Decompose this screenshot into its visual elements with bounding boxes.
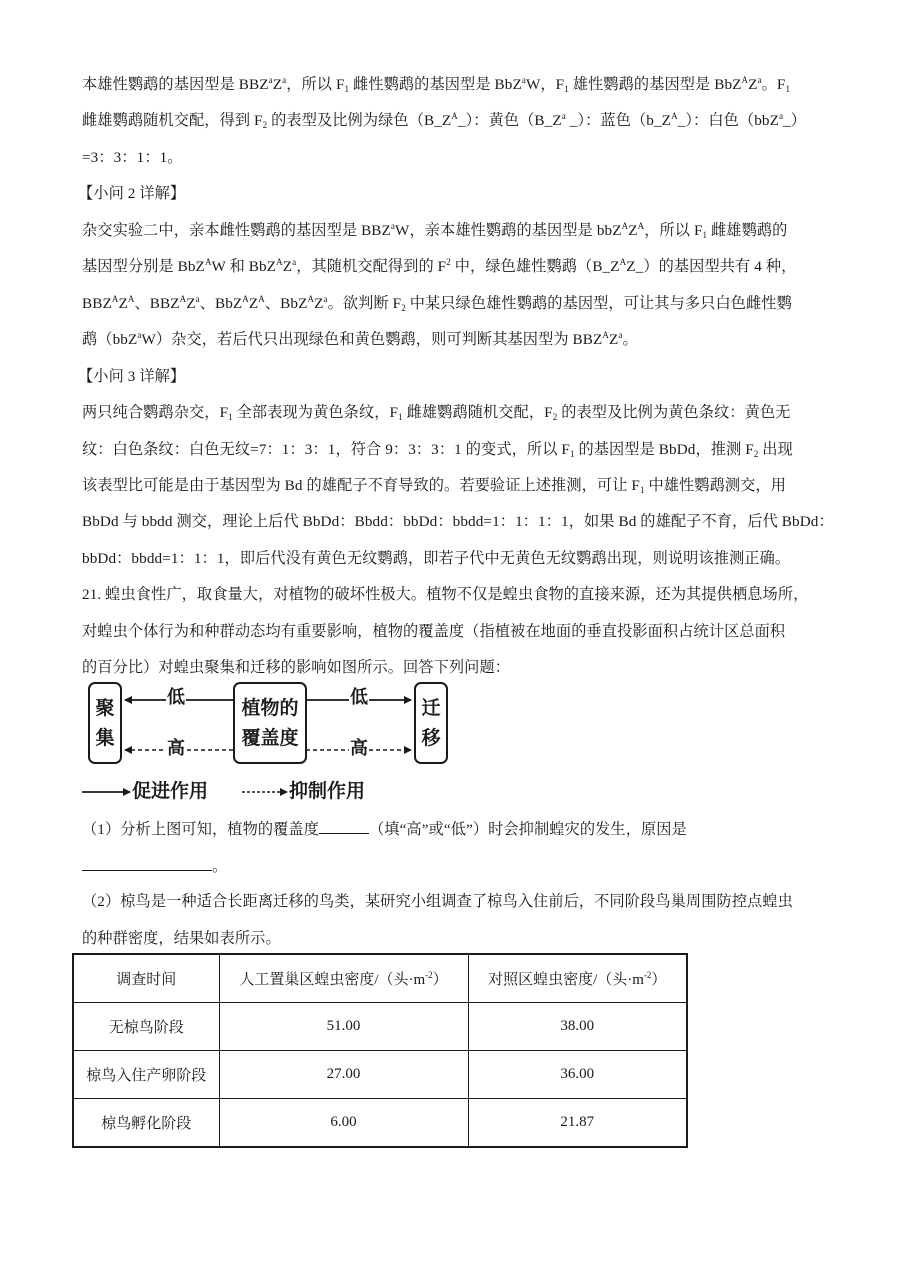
subscript: 1 — [228, 412, 233, 422]
table-row — [73, 1051, 687, 1099]
text-run: 。欲判断 F — [327, 295, 402, 312]
text-run: 、BbZ — [264, 295, 308, 312]
table-cell-nest-density: 6.00 — [219, 1099, 468, 1148]
text-run: =3：3：1：1。 — [82, 149, 183, 166]
text-run: Z — [314, 295, 324, 312]
subscript: 1 — [785, 84, 791, 94]
superscript: A — [619, 257, 627, 267]
subscript: 1 — [569, 449, 575, 459]
superscript: 2 — [446, 257, 451, 267]
text-run: （1）分析上图可知，植物的覆盖度 — [82, 821, 320, 838]
text-run: 本雄性鹦鹉的基因型是 BBZ — [82, 76, 269, 93]
text-run: 雌雄鹦鹉的 — [707, 222, 788, 239]
text-run: Z — [282, 258, 293, 275]
text-run: _）：蓝色（b_Z — [565, 112, 672, 129]
text-run: ，其随机交配得到的 F — [296, 258, 447, 275]
legend-promote-label: 促进作用 — [132, 780, 209, 802]
high-label-left: 高 — [167, 738, 185, 759]
superscript: A — [307, 294, 315, 304]
table-header-row — [73, 954, 687, 1003]
table-cell-stage: 椋鸟入住产卵阶段 — [73, 1051, 219, 1099]
text-run: Z — [118, 295, 128, 312]
text-run: 的表型及比例为绿色（B_Z — [267, 112, 452, 129]
answer-line — [82, 294, 792, 314]
text-run: 雌雄鹦鹉随机交配，得到 F — [82, 112, 263, 129]
text-run: Z — [609, 331, 619, 348]
answer-line — [82, 148, 183, 168]
table-header-cell: 人工置巢区蝗虫密度/（头$\cdot m^{-2}$） — [219, 954, 468, 1003]
superscript: a — [282, 75, 287, 85]
text-run: 该表型比可能是由于基因型为 Bd 的雄配子不育导致的。若要验证上述推测，可让 F — [82, 477, 640, 494]
text-run: Z — [186, 295, 196, 312]
text-run: W，亲本雄性鹦鹉的基因型是 bbZ — [395, 222, 622, 239]
text-run: 、BbZ — [199, 295, 243, 312]
coverage-effect-diagram — [80, 672, 480, 812]
text-run: 的表型及比例为黄色条纹：黄色无 — [557, 404, 791, 421]
low-label-right: 低 — [350, 687, 368, 708]
text-run: _）：黄色（B_Z — [457, 112, 562, 129]
low-label-left: 低 — [167, 687, 185, 708]
table-row — [73, 1003, 687, 1051]
text-run: ，所以 F — [286, 76, 345, 93]
answer-line — [82, 403, 791, 423]
text-run: BbDd 与 bbdd 测交，理论上后代 BbDd：Bbdd：bbDd：bbdd=1：1：1：1，如果 Bd 的雄配子不育，后代 BbDd： — [82, 513, 834, 530]
superscript: A — [451, 111, 458, 121]
text-run: 。F — [761, 76, 786, 93]
text-run: _）：白色（bbZ — [677, 112, 779, 129]
superscript: A — [637, 221, 645, 231]
answer-line — [82, 512, 834, 532]
sub-question-1-line — [82, 856, 227, 877]
answer-line — [82, 257, 796, 277]
table-header-cell: 对照区蝗虫密度/（头$\cdot m^{-2}$） — [468, 954, 687, 1003]
text-run: 。 — [622, 331, 638, 348]
text-run: bbDd：bbdd=1：1：1，即后代没有黄色无纹鹦鹉，即若子代中无黄色无纹鹦鹉出现，则说明该推测正确。 — [82, 550, 791, 567]
superscript: a — [195, 294, 200, 304]
aggregation-char-2: 集 — [95, 727, 115, 749]
text-run: Z — [272, 76, 283, 93]
text-run: 雌雄鹦鹉随机交配，F — [402, 404, 553, 421]
text-run: Z — [628, 222, 638, 239]
subscript: 2 — [552, 412, 558, 422]
text-run: 对蝗虫个体行为和种群动态均有重要影响，植物的覆盖度（指植被在地面的垂直投影面积占统计区总面积 — [82, 623, 786, 640]
plant-coverage-line-2: 覆盖度 — [241, 727, 299, 749]
text-run: 中，绿色雄性鹦鹉（B_Z — [450, 258, 620, 275]
migration-char-2: 移 — [421, 727, 441, 749]
text-run: 全部表现为黄色条纹，F — [232, 404, 399, 421]
superscript: a — [292, 257, 297, 267]
text-run: 雌性鹦鹉的基因型是 BbZ — [349, 76, 522, 93]
superscript: a — [268, 75, 273, 85]
superscript: A — [242, 294, 249, 304]
superscript: A — [204, 257, 212, 267]
answer-blank[interactable] — [319, 819, 369, 834]
subscript: 2 — [262, 120, 268, 130]
answer-line — [82, 549, 790, 569]
superscript: A — [621, 221, 629, 231]
text-run: 、BBZ — [134, 295, 180, 312]
superscript: a — [778, 111, 784, 121]
superscript: a — [561, 111, 566, 121]
text-run: 21. 蝗虫食性广，取食量大，对植物的破坏性极大。植物不仅是蝗虫食物的直接来源，还为其提供栖息场所， — [82, 586, 809, 603]
table-cell-nest-density: 27.00 — [219, 1051, 468, 1099]
table-cell-control-density: 38.00 — [468, 1003, 687, 1051]
table-cell-stage: 无椋鸟阶段 — [73, 1003, 219, 1051]
text-run: 。 — [212, 858, 228, 875]
superscript: a — [323, 294, 328, 304]
high-label-right: 高 — [350, 738, 368, 759]
text-run: BBZ — [82, 295, 112, 312]
legend-inhibit-label: 抑制作用 — [289, 780, 366, 802]
text-run: W 和 BbZ — [211, 258, 277, 275]
superscript: A — [276, 257, 283, 267]
text-run: 雄性鹦鹉的基因型是 BbZ — [568, 76, 742, 93]
sub-question-2-line — [82, 929, 281, 949]
answer-line — [82, 440, 793, 460]
table-row — [73, 1099, 687, 1148]
text-run: Z_）的基因型共有 4 种， — [626, 258, 797, 275]
text-run: _） — [783, 112, 807, 129]
text-run: W，F — [525, 76, 565, 93]
superscript: A — [671, 111, 678, 121]
aggregation-box — [88, 682, 122, 764]
text-run: ，所以 F — [644, 222, 703, 239]
text-run: 出现 — [758, 441, 793, 458]
migration-box — [414, 682, 448, 764]
superscript: A — [111, 294, 119, 304]
table-cell-nest-density: 51.00 — [219, 1003, 468, 1051]
subscript: 1 — [344, 84, 350, 94]
superscript: a — [757, 75, 762, 85]
subscript: 1 — [702, 230, 708, 240]
answer-line — [82, 330, 638, 350]
plant-coverage-box — [233, 682, 307, 764]
superscript: A — [602, 330, 609, 340]
table-cell-stage: 椋鸟孵化阶段 — [73, 1099, 219, 1148]
sub-question-2-line — [82, 892, 793, 912]
superscript: A — [179, 294, 187, 304]
text-run: 【小问 2 详解】 — [78, 185, 186, 202]
question-21-line — [82, 585, 808, 605]
text-run: 【小问 3 详解】 — [78, 368, 186, 385]
text-run: 中雄性鹦鹉测交，用 — [644, 477, 787, 494]
text-run: Z — [248, 295, 259, 312]
text-run: Z — [748, 76, 758, 93]
locust-density-table — [72, 953, 688, 1148]
text-run: 的种群密度，结果如表所示。 — [82, 930, 281, 947]
subscript: 2 — [401, 303, 406, 313]
table-cell-control-density: 21.87 — [468, 1099, 687, 1148]
sub-question-1-line — [82, 819, 687, 840]
subscript: 1 — [564, 84, 569, 94]
section-heading-q2 — [78, 184, 185, 204]
table-header-cell: 调查时间 — [73, 954, 219, 1003]
superscript: A — [741, 75, 749, 85]
answer-blank[interactable] — [82, 856, 212, 871]
subscript: 1 — [398, 412, 403, 422]
superscript: a — [521, 75, 526, 85]
aggregation-char-1: 聚 — [95, 697, 115, 719]
text-run: 的百分比）对蝗虫聚集和迁移的影响如图所示。回答下列问题： — [82, 659, 511, 676]
migration-char-1: 迁 — [421, 697, 441, 719]
text-run: 两只纯合鹦鹉杂交，F — [82, 404, 229, 421]
answer-line — [82, 75, 790, 95]
text-run: （2）椋鸟是一种适合长距离迁移的鸟类，某研究小组调查了椋鸟入住前后，不同阶段鸟巢周围防控点蝗虫 — [82, 893, 793, 910]
question-21-line — [82, 622, 785, 642]
text-run: 鹉（bbZ — [82, 331, 138, 348]
subscript: 2 — [753, 449, 759, 459]
text-run: 中某只绿色雄性鹦鹉的基因型，可让其与多只白色雌性鹦 — [405, 295, 792, 312]
text-run: 基因型分别是 BbZ — [82, 258, 205, 275]
text-run: 的基因型是 BbDd，推测 F — [574, 441, 754, 458]
superscript: a — [618, 330, 623, 340]
subscript: 1 — [639, 485, 645, 495]
text-run: W）杂交，若后代只出现绿色和黄色鹦鹉，则可判断其基因型为 BBZ — [141, 331, 603, 348]
answer-line — [82, 476, 786, 496]
text-run: （填“高”或“低”）时会抑制蝗灾的发生，原因是 — [369, 821, 687, 838]
answer-line — [82, 221, 787, 241]
superscript: a — [390, 221, 396, 231]
text-run: 杂交实验二中，亲本雌性鹦鹉的基因型是 BBZ — [82, 222, 391, 239]
section-heading-q3 — [78, 367, 185, 387]
text-run: 纹：白色条纹：白色无纹=7：1：3：1，符合 9：3：3：1 的变式，所以 F — [82, 441, 570, 458]
table-cell-control-density: 36.00 — [468, 1051, 687, 1099]
answer-line — [82, 111, 806, 131]
plant-coverage-line-1: 植物的 — [241, 697, 299, 719]
superscript: a — [137, 330, 142, 340]
superscript: A — [127, 294, 135, 304]
superscript: A — [258, 294, 265, 304]
